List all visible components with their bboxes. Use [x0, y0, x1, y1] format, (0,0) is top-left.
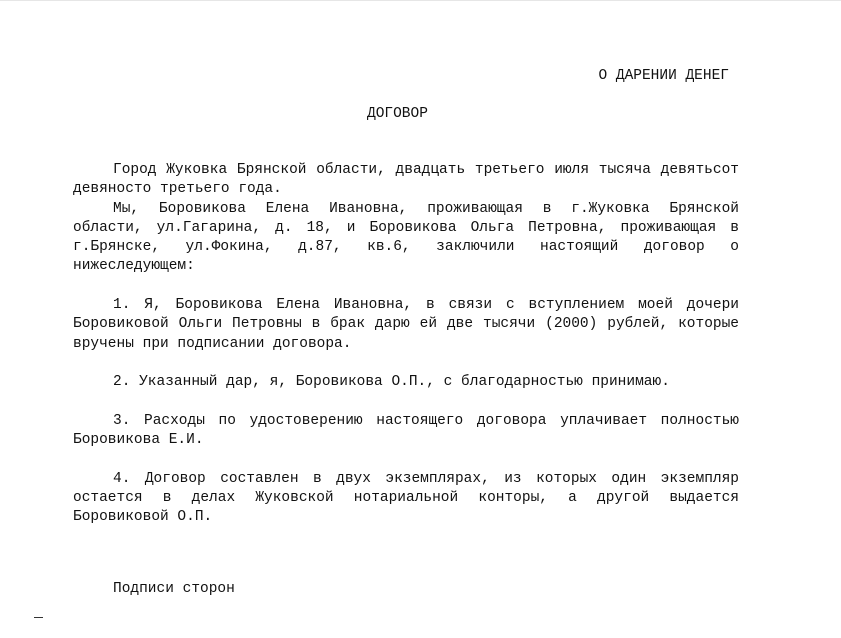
spacer: [73, 277, 739, 296]
spacer: [73, 450, 739, 469]
document-title: ДОГОВОР: [367, 106, 428, 122]
text-cursor-mark: [34, 617, 43, 618]
paragraph-clause-4: 4. Договор составлен в двух экземплярах, из которых один экземпляр остается в делах Жуковской нотариальной конторы, а другой выдается Боровиковой О.П.: [73, 470, 739, 526]
document-header: О ДАРЕНИИ ДЕНЕГ: [598, 68, 729, 84]
spacer: [73, 393, 739, 412]
paragraph-clause-1: 1. Я, Боровикова Елена Ивановна, в связи с вступлением моей дочери Боровиковой Ольги Петровны в брак дарю ей две тысячи (2000) рублей, которые вручены при подписании договора.: [73, 297, 739, 352]
paragraph-intro: Город Жуковка Брянской области, двадцать третьего июля тысяча девятьсот девяносто третьего года.: [73, 162, 739, 198]
paragraph-clause-3: 3. Расходы по удостоверению настоящего договора уплачивает полностью Боровикова Е.И.: [73, 412, 739, 449]
spacer: [73, 354, 739, 373]
top-border: [0, 0, 841, 1]
signatures-label: Подписи сторон: [113, 581, 235, 597]
paragraph-clause-2: 2. Указанный дар, я, Боровикова О.П., с благодарностью принимаю.: [113, 374, 670, 391]
paragraph-parties: Мы, Боровикова Елена Ивановна, проживающая в г.Жуковка Брянской области, ул.Гагарина, д. 18, и Боровикова Ольга Петровна, проживающая в г.Брянске, ул.Фокина, д.87, кв.6, заключили настоящий договор о нижеследующем:: [73, 200, 739, 275]
document-body: [73, 161, 739, 528]
